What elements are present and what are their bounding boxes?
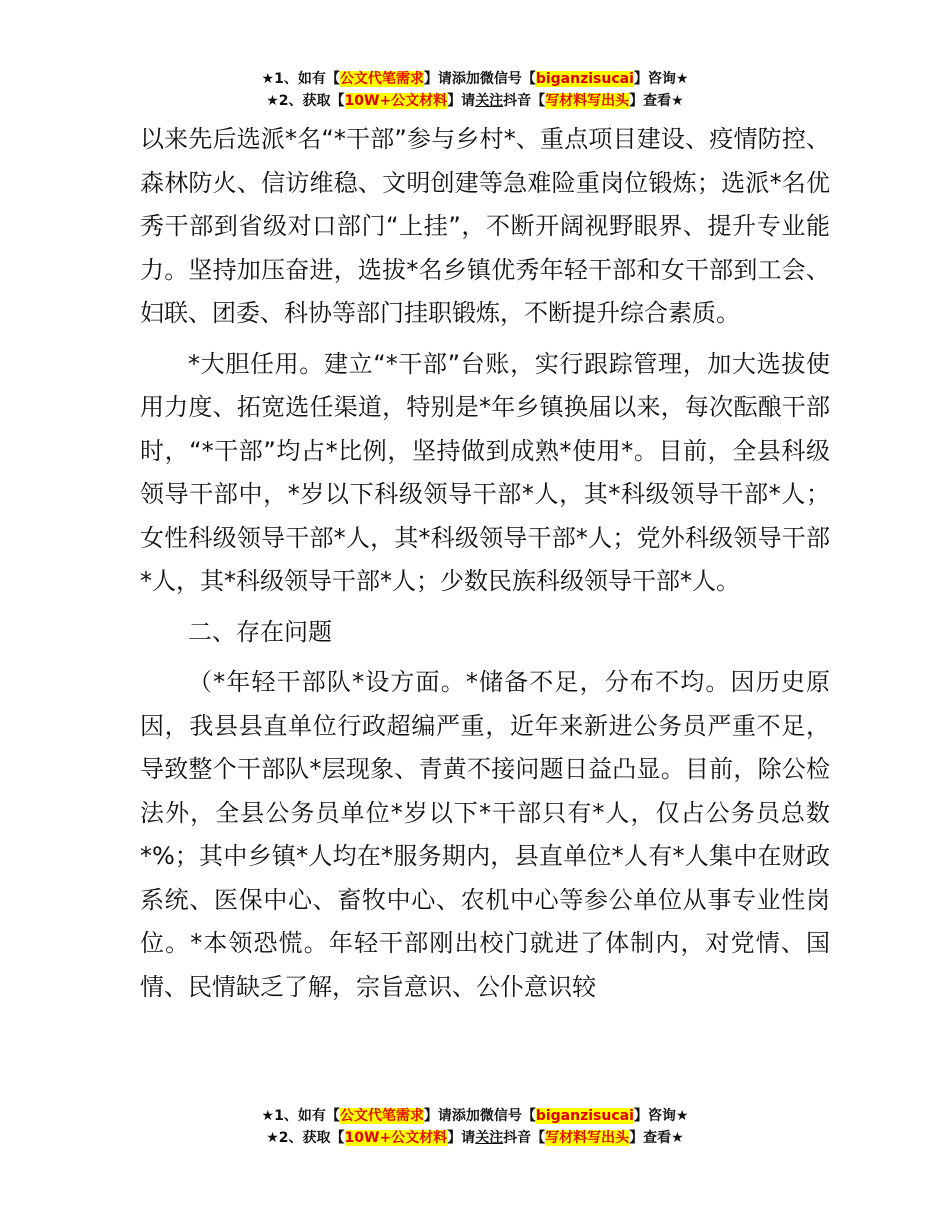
banner-highlight: biganzisucai	[535, 71, 634, 87]
paragraph: （*年轻干部队*设方面。*储备不足，分布不均。因历史原因，我县县直单位行政超编严重，近年来新进公务员严重不足，导致整个干部队*层现象、青黄不接问题日益凸显。目前，除公检法外，全县公务员单位*岁以下*干部只有*人，仅占公务员总数*%；其中乡镇*人均在*服务期内，县直单位*人有*人集中在财政系统、医保中心、畜牧中心、农机中心等参公单位从事专业性岗位。*本领恐慌。年轻干部刚出校门就进了体制内，对党情、国情、民情缺乏了解，宗旨意识、公仆意识较	[140, 668, 830, 1001]
banner-highlight: 10W+公文材料	[344, 93, 448, 109]
header-banner-line-2	[0, 90, 950, 112]
footer-banner	[0, 1105, 950, 1149]
banner-highlight: 写材料写出头	[545, 1130, 630, 1146]
banner-highlight: 公文代笔需求	[339, 71, 424, 87]
header-banner	[0, 68, 950, 112]
paragraph: 以来先后选派*名“*干部”参与乡村*、重点项目建设、疫情防控、森林防火、信访维稳、文明创建等急难险重岗位锻炼；选派*名优秀干部到省级对口部门“上挂”，不断开阔视野眼界、提升专业能力。坚持加压奋进，选拔*名乡镇优秀年轻干部和女干部到工会、妇联、团委、科协等部门挂职锻炼，不断提升综合素质。	[140, 125, 830, 327]
footer-banner-line-1	[0, 1105, 950, 1127]
banner-text: 】请	[447, 93, 476, 109]
banner-highlight: 10W+公文材料	[344, 1130, 448, 1146]
banner-text: 】请添加微信号【	[423, 71, 536, 87]
banner-text: 】查看★	[629, 1130, 684, 1146]
section-heading: 二、存在问题	[188, 617, 332, 646]
banner-text: 】请添加微信号【	[423, 1108, 536, 1124]
banner-text: ★2、获取【	[266, 93, 345, 109]
banner-text: 】咨询★	[633, 1108, 689, 1124]
banner-highlight: 写材料写出头	[545, 93, 630, 109]
banner-text: 】咨询★	[633, 71, 689, 87]
banner-text: 】请	[447, 1130, 476, 1146]
banner-text: ★1、如有【	[261, 71, 340, 87]
banner-highlight: 公文代笔需求	[339, 1108, 424, 1124]
banner-underlined: 关注	[475, 93, 504, 109]
banner-underlined: 关注	[475, 1130, 504, 1146]
banner-text: ★1、如有【	[261, 1108, 340, 1124]
banner-text: ★2、获取【	[266, 1130, 345, 1146]
banner-text: 抖音【	[503, 1130, 546, 1146]
footer-banner-line-2	[0, 1127, 950, 1149]
banner-text: 】查看★	[629, 93, 684, 109]
banner-highlight: biganzisucai	[535, 1108, 634, 1124]
header-banner-line-1	[0, 68, 950, 90]
paragraph: *大胆任用。建立“*干部”台账，实行跟踪管理，加大选拔使用力度、拓宽选任渠道，特别是*年乡镇换届以来，每次酝酿干部时，“*干部”均占*比例，坚持做到成熟*使用*。目前，全县科级领导干部中，*岁以下科级领导干部*人，其*科级领导干部*人；女性科级领导干部*人，其*科级领导干部*人；党外科级领导干部*人，其*科级领导干部*人；少数民族科级领导干部*人。	[140, 349, 830, 595]
document-body	[140, 118, 830, 1016]
banner-text: 抖音【	[503, 93, 546, 109]
